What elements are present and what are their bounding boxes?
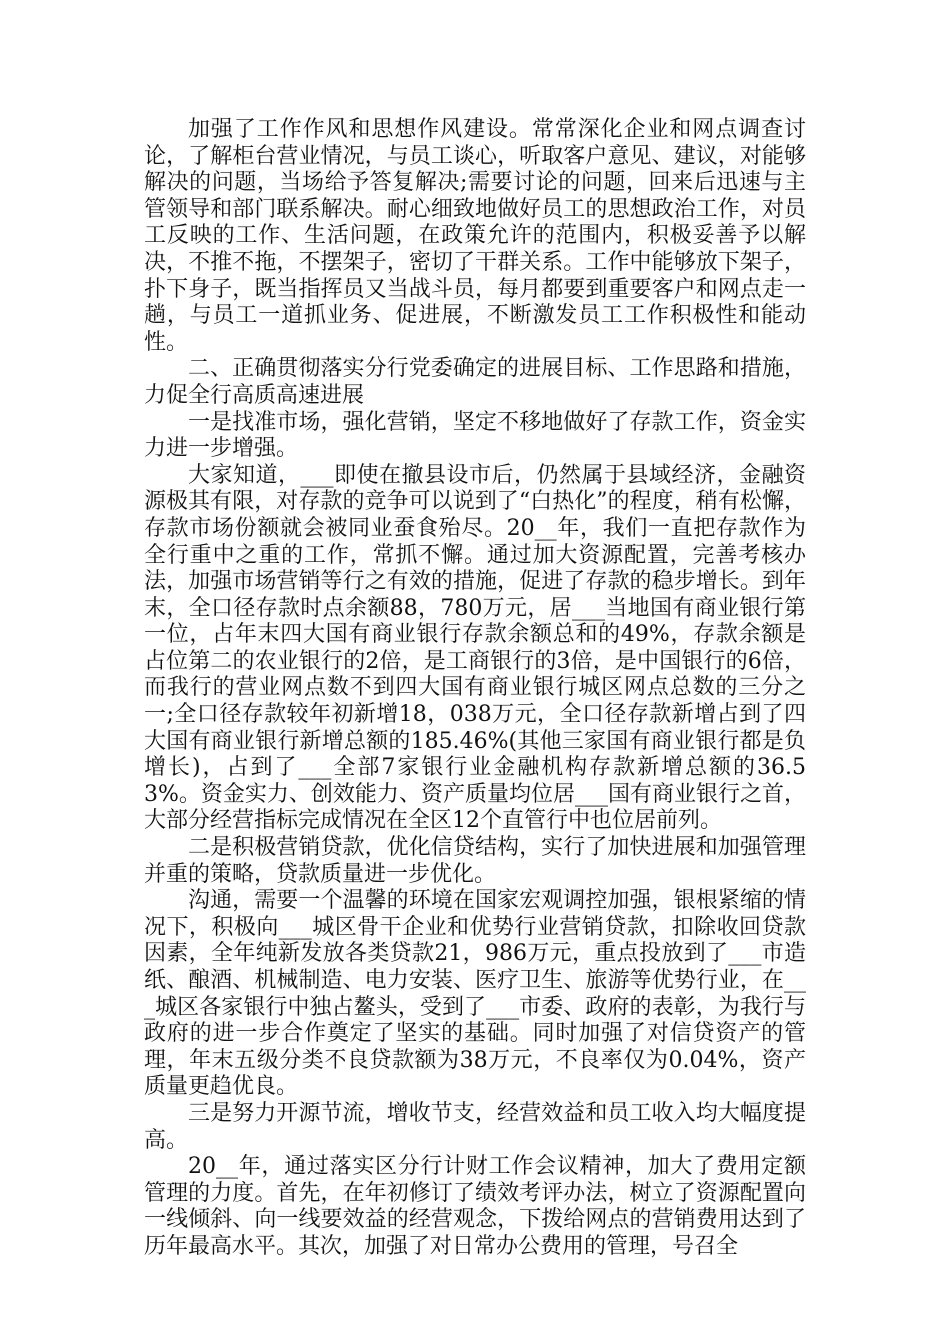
paragraph-deposits: 大家知道，___即使在撤县设市后，仍然属于县域经济，金融资源极其有限，对存款的竞争可以说到了“白热化”的程度，稍有松懈，存款市场份额就会被同业蚕食殆尽。20__年，我们一直把存款作为全行重中之重的工作，常抓不懈。通过加大资源配置，完善考核办法，加强市场营销等行之有效的措施，促进了存款的稳步增长。到年末，全口径存款时点余额88，780万元，居___当地国有商业银行第一位，占年末四大国有商业银行存款余额总和的49%，存款余额是占位第二的农业银行的2倍，是工商银行的3倍，是中国银行的6倍，而我行的营业网点数不到四大国有商业银行城区网点总数的三分之一;全口径存款较年初新增18，038万元，全口径存款新增占到了四大国有商业银行新增总额的185.46%(其他三家国有商业银行都是负增长)，占到了___全部7家银行业金融机构存款新增总额的36.53%。资金实力、创效能力、资产质量均位居___国有商业银行之首，大部分经营指标完成情况在全区12个直管行中也位居前列。 — [144, 462, 806, 834]
subheading-loans: 二是积极营销贷款，优化信贷结构，实行了加快进展和加强管理并重的策略，贷款质量进一步优化。 — [144, 835, 806, 887]
subheading-deposits: 一是找准市场，强化营销，坚定不移地做好了存款工作，资金实力进一步增强。 — [144, 409, 806, 462]
paragraph-work-style: 加强了工作作风和思想作风建设。常常深化企业和网点调查讨论，了解柜台营业情况，与员工谈心，听取客户意见、建议，对能够解决的问题，当场给予答复解决;需要讨论的问题，回来后迅速与主管领导和部门联系解决。耐心细致地做好员工的思想政治工作，对员工反映的工作、生活问题，在政策允许的范围内，积极妥善予以解决，不推不拖，不摆架子，密切了干群关系。工作中能够放下架子，扑下身子，既当指挥员又当战斗员，每月都要到重要客户和网点走一趟，与员工一道抓业务、促进展，不断激发员工工作积极性和能动性。 — [144, 117, 806, 355]
paragraph-costs: 20__年，通过落实区分行计财工作会议精神，加大了费用定额管理的力度。首先，在年初修订了绩效考评办法，树立了资源配置向一线倾斜、向一线要效益的经营观念，下拨给网点的营销费用达到了历年最高水平。其次，加强了对日常办公费用的管理，号召全 — [144, 1154, 806, 1259]
document-body — [144, 117, 806, 1261]
subheading-costs: 三是努力开源节流，增收节支，经营效益和员工收入均大幅度提高。 — [144, 1100, 806, 1153]
section-heading-2: 二、正确贯彻落实分行党委确定的进展目标、工作思路和措施，力促全行高质高速进展 — [144, 356, 806, 408]
paragraph-loans: 沟通，需要一个温馨的环境在国家宏观调控加强，银根紧缩的情况下，积极向___城区骨干企业和优势行业营销贷款，扣除收回贷款因素，全年纯新发放各类贷款21，986万元，重点投放到了___市造纸、酿酒、机械制造、电力安装、医疗卫生、旅游等优势行业，在___城区各家银行中独占鳌头，受到了___市委、政府的表彰，为我行与政府的进一步合作奠定了坚实的基础。同时加强了对信贷资产的管理，年末五级分类不良贷款额为38万元，不良率仅为0.04%，资产质量更趋优良。 — [144, 888, 806, 1100]
